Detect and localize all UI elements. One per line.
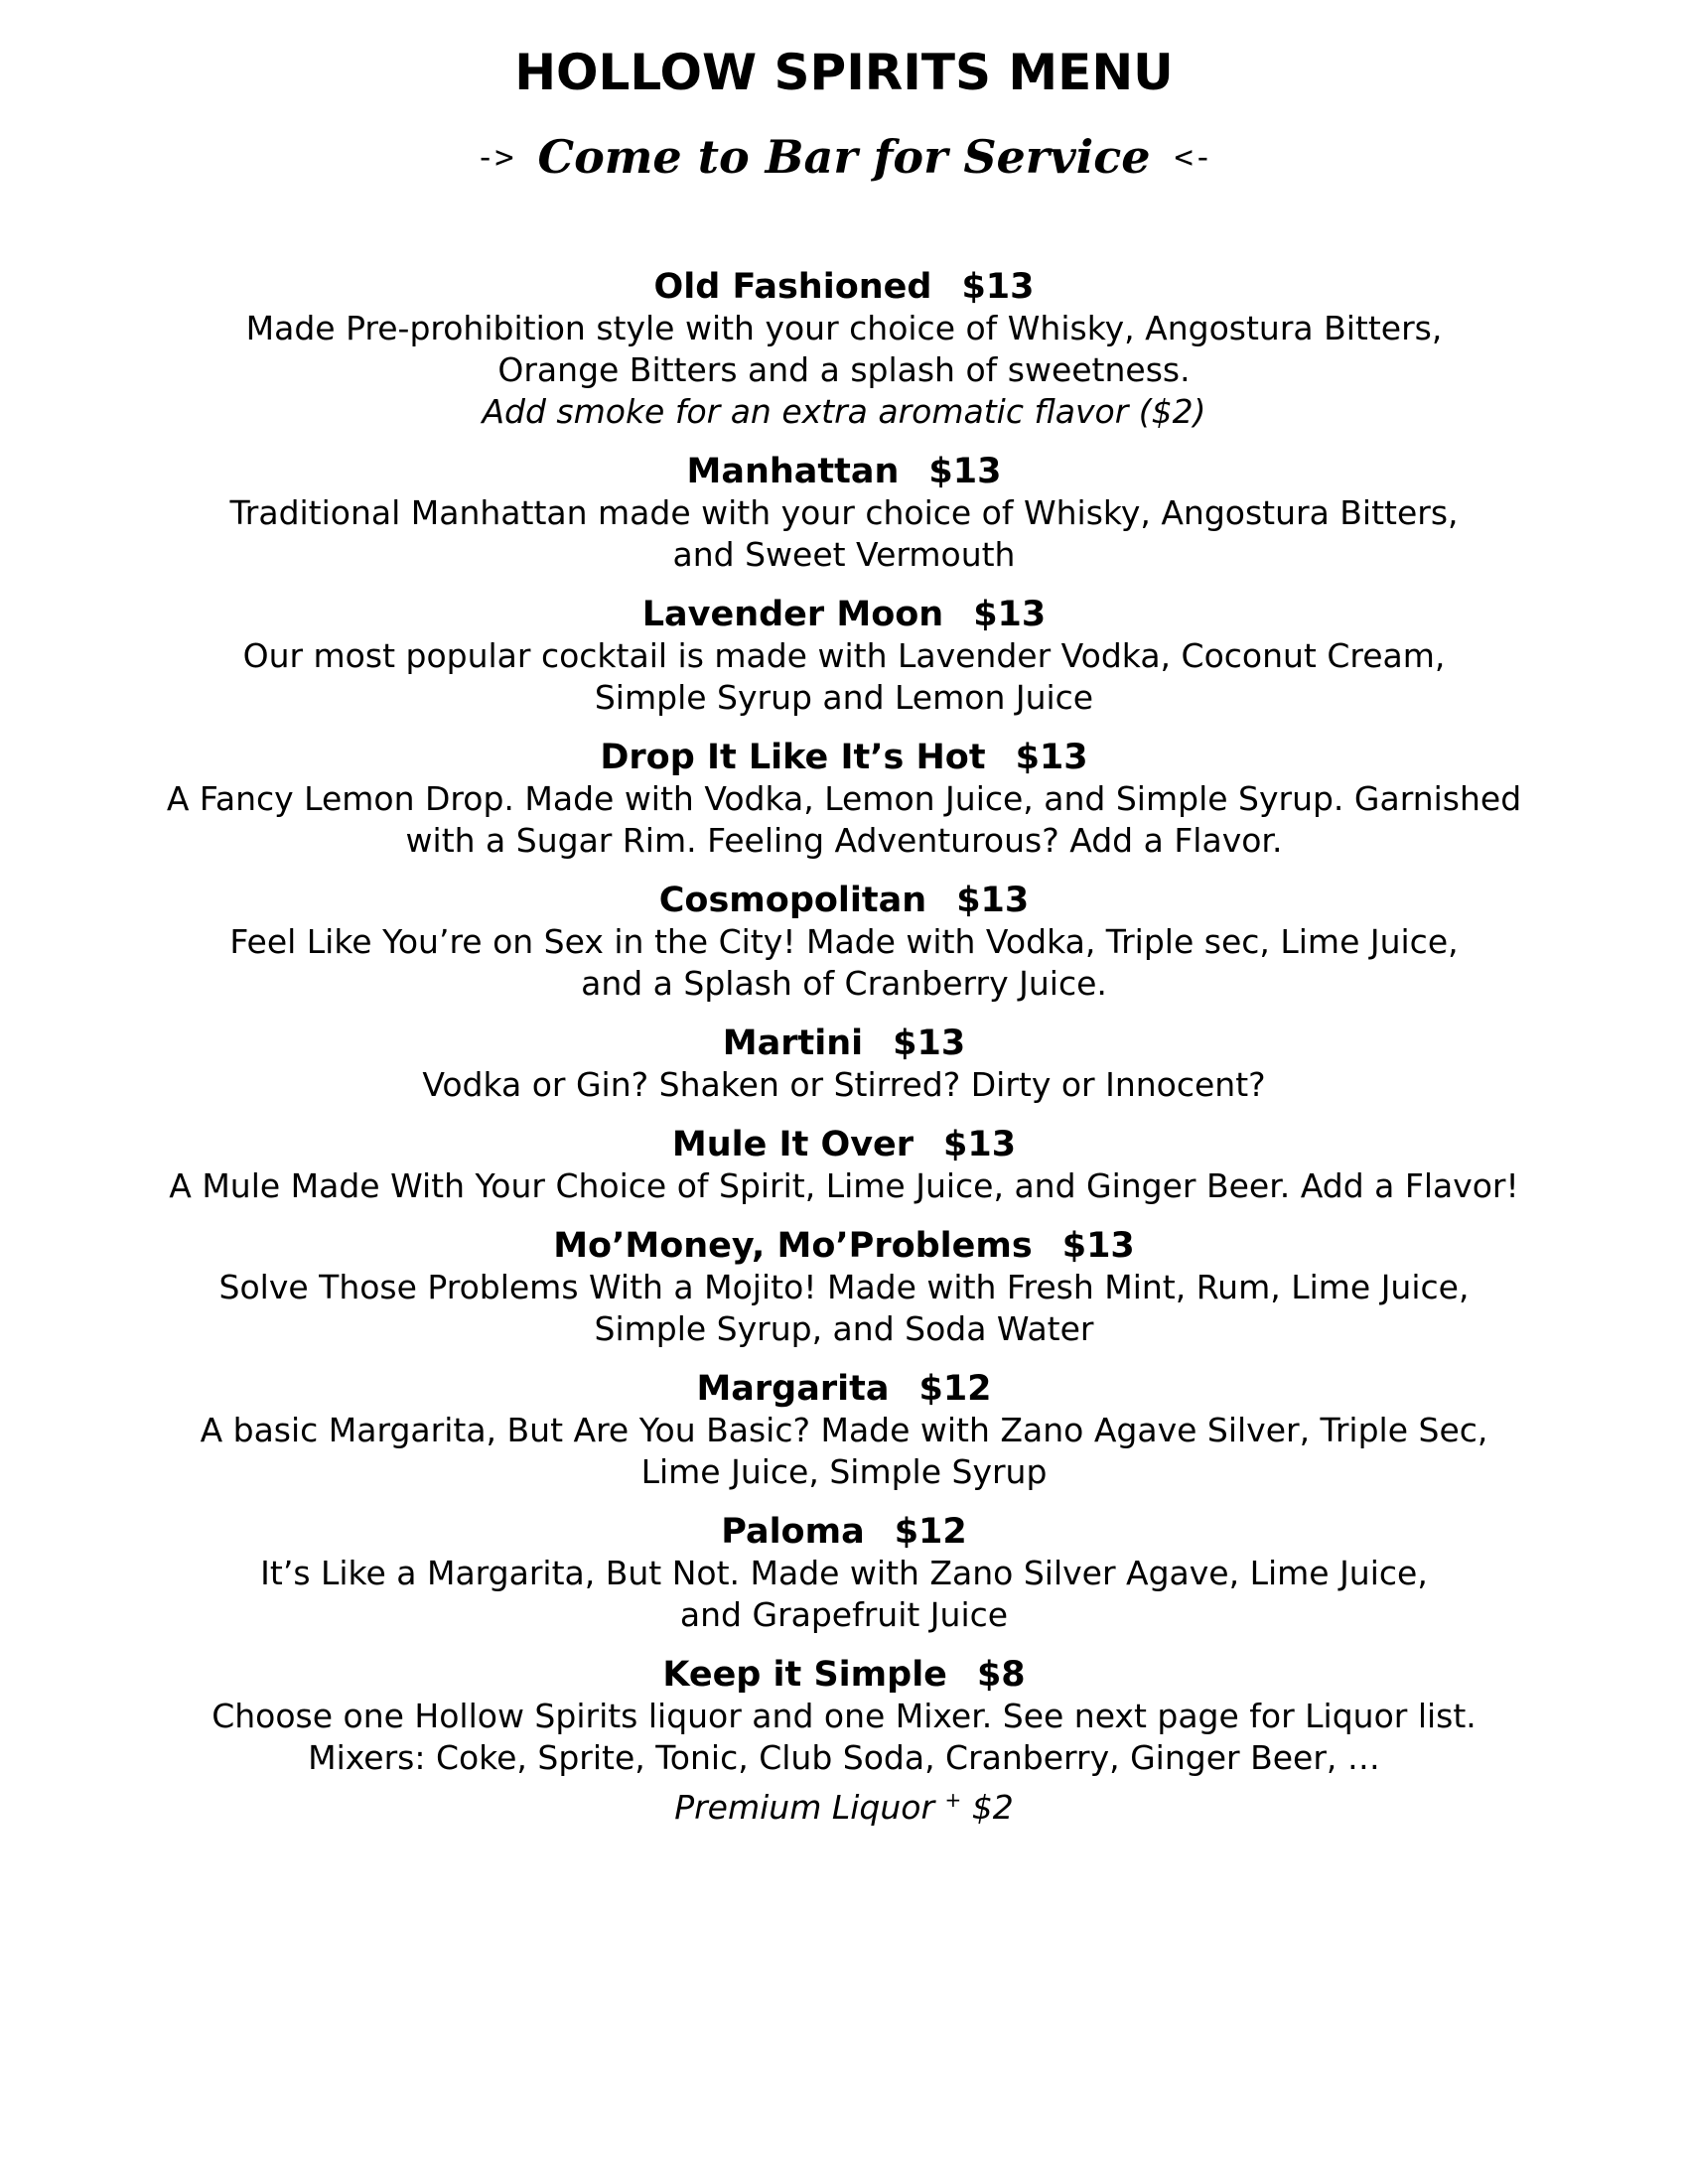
menu-item-description	[0, 1553, 1688, 1636]
menu-item-name: Keep it Simple	[662, 1655, 947, 1695]
menu-item-name: Manhattan	[686, 452, 900, 491]
menu-item-header	[0, 451, 1688, 492]
menu-item	[0, 594, 1688, 719]
menu-item-header	[0, 1023, 1688, 1064]
menu-item-name: Mule It Over	[671, 1125, 914, 1164]
menu-item-list	[0, 266, 1688, 1846]
menu-item-description-line: Simple Syrup, and Soda Water	[594, 1309, 1094, 1348]
menu-item-description	[0, 1165, 1688, 1207]
menu-item-header	[0, 1225, 1688, 1267]
menu-title: HOLLOW SPIRITS MENU	[514, 44, 1174, 101]
menu-item-description-line: Orange Bitters and a splash of sweetness.	[497, 350, 1191, 389]
menu-item-description	[0, 1696, 1688, 1779]
menu-subtitle	[0, 125, 1688, 187]
menu-item-price: $13	[893, 1024, 966, 1063]
menu-item-description	[0, 778, 1688, 862]
subtitle-arrow-right: <-	[1174, 138, 1213, 176]
menu-item-description	[0, 1064, 1688, 1106]
menu-item-name: Martini	[722, 1024, 864, 1063]
menu-item-description-line: A Fancy Lemon Drop. Made with Vodka, Lemon Juice, and Simple Syrup. Garnished	[166, 779, 1522, 818]
menu-item	[0, 1368, 1688, 1493]
menu-item-description	[0, 492, 1688, 576]
menu-item	[0, 1654, 1688, 1829]
menu-item-description-line: and Sweet Vermouth	[672, 535, 1016, 574]
menu-item	[0, 737, 1688, 862]
menu-item-description-line: It’s Like a Margarita, But Not. Made with Zano Silver Agave, Lime Juice,	[260, 1554, 1428, 1592]
menu-item-description-line: Our most popular cocktail is made with Lavender Vodka, Coconut Cream,	[242, 636, 1446, 675]
menu-item-header	[0, 1368, 1688, 1410]
menu-item-header	[0, 1124, 1688, 1165]
menu-item-price: $13	[956, 881, 1030, 920]
menu-item-description-line: Solve Those Problems With a Mojito! Made with Fresh Mint, Rum, Lime Juice,	[218, 1268, 1470, 1306]
menu-item	[0, 1023, 1688, 1106]
menu-item-header	[0, 594, 1688, 635]
menu-item-name: Cosmopolitan	[658, 881, 927, 920]
subtitle-text: Come to Bar for Service	[537, 130, 1151, 184]
menu-item-description	[0, 1267, 1688, 1350]
menu-item-description	[0, 1410, 1688, 1493]
menu-item-header	[0, 266, 1688, 308]
menu-item-name: Margarita	[696, 1369, 890, 1409]
menu-item-description-line: A basic Margarita, But Are You Basic? Made with Zano Agave Silver, Triple Sec,	[200, 1411, 1488, 1449]
menu-item-header	[0, 1511, 1688, 1553]
menu-item-header	[0, 737, 1688, 778]
menu-item	[0, 266, 1688, 433]
menu-item	[0, 451, 1688, 576]
menu-item-price: $13	[961, 267, 1035, 307]
menu-item-description-line: A Mule Made With Your Choice of Spirit, Lime Juice, and Ginger Beer. Add a Flavor!	[169, 1166, 1519, 1205]
menu-item-name: Mo’Money, Mo’Problems	[553, 1226, 1033, 1266]
menu-item-description	[0, 308, 1688, 391]
menu-item-description-line: Mixers: Coke, Sprite, Tonic, Club Soda, Cranberry, Ginger Beer, …	[308, 1738, 1380, 1777]
menu-item-note-superscript: +	[944, 1788, 962, 1812]
menu-item-price: $12	[918, 1369, 992, 1409]
menu-item-note	[0, 1779, 1688, 1829]
menu-item-note: Add smoke for an extra aromatic flavor ($2)	[482, 392, 1206, 431]
menu-item	[0, 1124, 1688, 1207]
menu-item-description	[0, 635, 1688, 719]
menu-item	[0, 880, 1688, 1005]
menu-item-header	[0, 880, 1688, 921]
menu-item-description-line: Choose one Hollow Spirits liquor and one Mixer. See next page for Liquor list.	[211, 1697, 1477, 1735]
menu-item-price: $13	[1015, 738, 1088, 777]
menu-item-price: $13	[928, 452, 1002, 491]
menu-item-description-line: and a Splash of Cranberry Juice.	[581, 964, 1107, 1003]
menu-item-price: $12	[894, 1512, 967, 1552]
menu-item	[0, 1225, 1688, 1350]
menu-item-description	[0, 921, 1688, 1005]
menu-item-description-line: with a Sugar Rim. Feeling Adventurous? Add a Flavor.	[405, 821, 1283, 860]
menu-item-description-line: Vodka or Gin? Shaken or Stirred? Dirty or Innocent?	[422, 1065, 1266, 1104]
menu-item-name: Lavender Moon	[641, 595, 944, 634]
menu-item-name: Drop It Like It’s Hot	[600, 738, 986, 777]
menu-item-name: Paloma	[721, 1512, 865, 1552]
menu-item-price: $13	[943, 1125, 1017, 1164]
menu-item-price: $13	[1061, 1226, 1135, 1266]
menu-item-description-line: Lime Juice, Simple Syrup	[640, 1452, 1048, 1491]
menu-item-note-text: Premium Liquor	[674, 1788, 945, 1827]
menu-item-name: Old Fashioned	[653, 267, 932, 307]
menu-item-description-line: Simple Syrup and Lemon Juice	[594, 678, 1094, 717]
menu-item-description-line: Traditional Manhattan made with your choice of Whisky, Angostura Bitters,	[229, 493, 1459, 532]
menu-item-note-price: $2	[961, 1788, 1014, 1827]
menu-item	[0, 1511, 1688, 1636]
menu-item-price: $8	[976, 1655, 1026, 1695]
subtitle-arrow-left: ->	[475, 138, 514, 176]
menu-item-description-line: Made Pre-prohibition style with your choice of Whisky, Angostura Bitters,	[245, 309, 1443, 347]
menu-item-price: $13	[973, 595, 1047, 634]
menu-item-description-line: and Grapefruit Juice	[679, 1595, 1009, 1634]
menu-item-header	[0, 1654, 1688, 1696]
menu-item-description-line: Feel Like You’re on Sex in the City! Made with Vodka, Triple sec, Lime Juice,	[229, 922, 1459, 961]
